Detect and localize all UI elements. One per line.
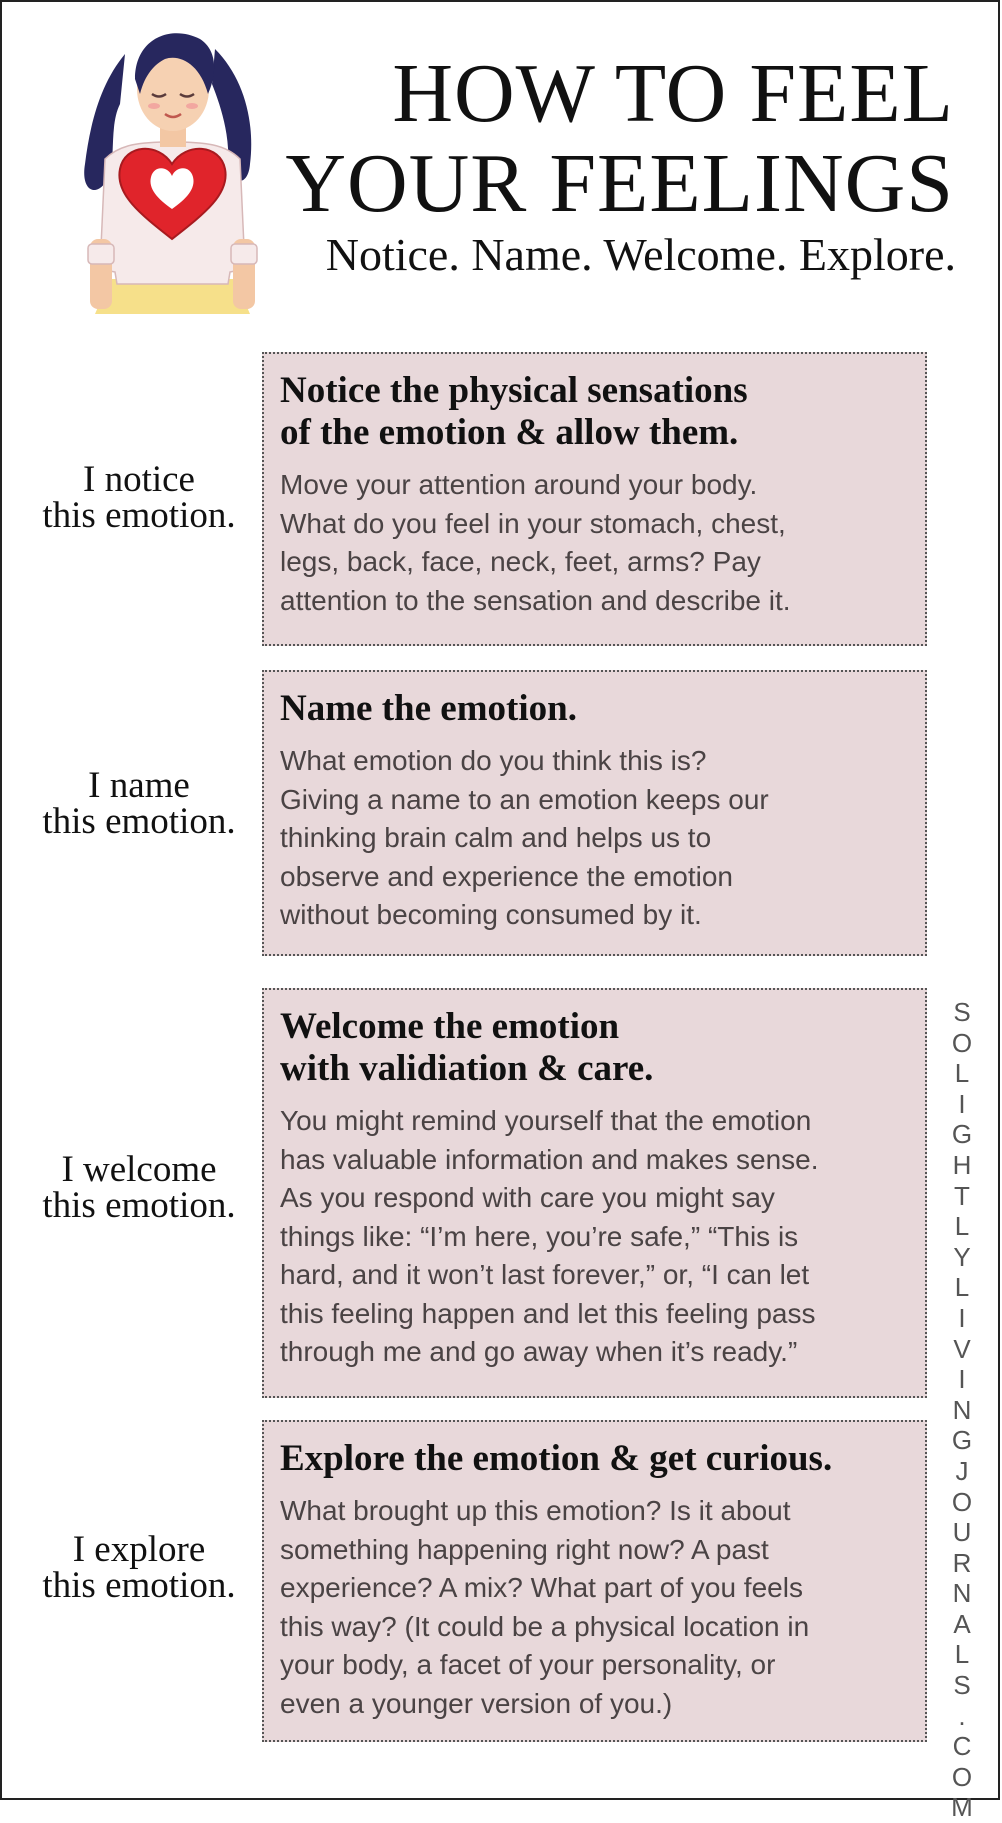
brand-letter: M: [951, 1792, 973, 1823]
brand-letter: S: [953, 997, 971, 1027]
step-card: [262, 1420, 927, 1742]
brand-letter: N: [952, 1394, 972, 1425]
brand-letter: I: [958, 1088, 966, 1119]
brand-letter: I: [958, 1302, 966, 1333]
step-card: [262, 988, 927, 1398]
step-label: I name this emotion.: [42, 765, 236, 842]
brand-letter: R: [952, 1547, 972, 1578]
brand-letter: C: [952, 1731, 972, 1762]
step-label: I explore this emotion.: [42, 1529, 236, 1606]
brand-watermark: [950, 997, 974, 1823]
brand-letter: Y: [953, 1241, 971, 1272]
brand-letter: V: [953, 1333, 971, 1364]
brand-letter: O: [951, 1027, 973, 1058]
brand-letter: O: [951, 1761, 973, 1792]
woman-with-heart-illustration: [80, 24, 265, 314]
brand-letter: S: [953, 1670, 971, 1701]
brand-letter: H: [952, 1149, 972, 1180]
brand-letter: G: [951, 1425, 973, 1456]
step-heading: Name the emotion.: [280, 688, 577, 729]
page-subtitle: Notice. Name. Welcome. Explore.: [325, 229, 956, 280]
page-title-line-2: YOUR FEELINGS: [285, 137, 954, 230]
header: [2, 2, 1002, 332]
step-label: I notice this emotion.: [42, 459, 236, 536]
step-card: [262, 352, 927, 646]
brand-letter: L: [954, 1211, 970, 1242]
step-body: Move your attention around your body. What do you feel in your stomach, chest, legs, back, face, neck, feet, arms? Pay attention to the sensation and describe it.: [280, 469, 791, 616]
brand-letter: .: [958, 1700, 966, 1731]
step-body: What emotion do you think this is? Giving a name to an emotion keeps our thinking brain calm and helps us to observe and experience the emotion without becoming consumed by it.: [280, 745, 769, 930]
brand-letter: G: [951, 1119, 973, 1150]
brand-letter: J: [955, 1455, 969, 1486]
brand-letter: A: [953, 1608, 971, 1639]
step-label: I welcome this emotion.: [42, 1149, 236, 1226]
step-card: [262, 670, 927, 956]
brand-letter: L: [954, 1058, 970, 1089]
brand-letter: L: [954, 1639, 970, 1670]
step-body: What brought up this emotion? Is it about something happening right now? A past experience? A mix? What part of you feels this way? (It could be a physical location in your body, a facet of your personality, or even a younger version of you.): [280, 1495, 810, 1719]
brand-letter: N: [952, 1578, 972, 1609]
step-heading: Notice the physical sensations of the emotion & allow them.: [280, 370, 748, 453]
brand-letter: U: [952, 1517, 972, 1548]
brand-letter: O: [951, 1486, 973, 1517]
step-heading: Welcome the emotion with validiation & care.: [280, 1006, 654, 1089]
page-title-line-1: HOW TO FEEL: [392, 47, 954, 140]
step-heading: Explore the emotion & get curious.: [280, 1438, 833, 1479]
brand-letter: T: [954, 1180, 970, 1211]
brand-letter: I: [958, 1364, 966, 1395]
brand-letter: L: [954, 1272, 970, 1303]
step-body: You might remind yourself that the emotion has valuable information and makes sense. As you respond with care you might say things like: “I’m here, you’re safe,” “This is hard, and it won’t last forever,” or, “I can let this feeling happen and let this feeling pass through me and go away when it’s ready.”: [280, 1105, 819, 1367]
